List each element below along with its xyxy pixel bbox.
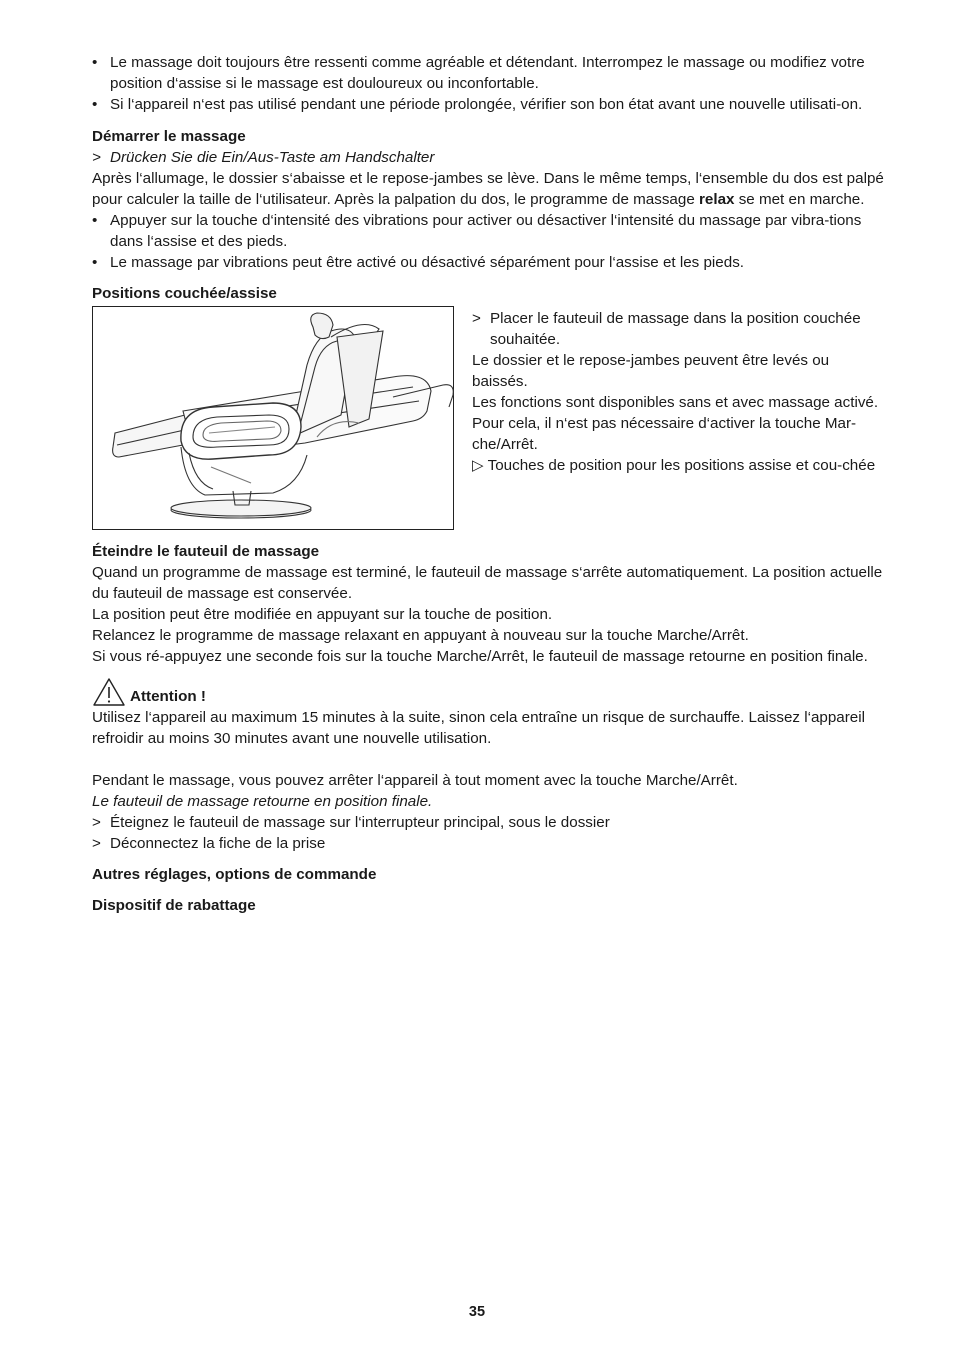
instruction-step xyxy=(92,833,892,854)
step-marker: > xyxy=(472,310,481,327)
warning-triangle-icon xyxy=(92,677,126,707)
section-heading-more: Autres réglages, options de commande xyxy=(92,866,377,883)
step-text: Placer le fauteuil de massage dans la position couchée souhaitée. xyxy=(490,310,861,348)
step-text: Éteignez le fauteuil de massage sur l‘interrupteur principal, sous le dossier xyxy=(110,814,610,831)
attention-text: Utilisez l‘appareil au maximum 15 minutes à la suite, sinon cela entraîne un risque de surchauffe. Laissez l‘appareil refroidir au moins 30 minutes avant une nouvelle utilisation. xyxy=(92,709,866,747)
start-bullet: • Le massage par vibrations peut être activé ou désactivé séparément pour l‘assise et les pieds. xyxy=(92,252,892,273)
attention-heading-row xyxy=(92,677,892,707)
instruction-step xyxy=(92,812,892,833)
step-marker: > xyxy=(92,835,101,852)
result-text: Touches de position pour les positions assise et cou-chée xyxy=(487,457,876,474)
step-marker: > xyxy=(92,149,101,166)
intro-bullet: • Si l‘appareil n‘est pas utilisé pendant une période prolongée, vérifier son bon état avant une nouvelle utilisati-on. xyxy=(92,94,892,115)
instruction-step xyxy=(92,147,892,168)
off-line: Relancez le programme de massage relaxant en appuyant à nouveau sur la touche Marche/Arrêt. xyxy=(92,627,749,644)
document-page xyxy=(92,52,892,916)
section-heading-start: Démarrer le massage xyxy=(92,128,246,145)
paragraph-text: se met en marche. xyxy=(734,191,865,208)
step-text: Déconnectez la fiche de la prise xyxy=(110,835,326,852)
page-number: 35 xyxy=(468,1304,486,1320)
off-line: Quand un programme de massage est terminé, le fauteuil de massage s‘arrête automatiquement. La position actuelle du fauteuil de massage est conservée. xyxy=(92,564,883,602)
stop-italic: Le fauteuil de massage retourne en position finale. xyxy=(92,793,433,810)
attention-heading: Attention ! xyxy=(130,688,206,705)
stop-text: Pendant le massage, vous pouvez arrêter l‘appareil à tout moment avec la touche Marche/Arrêt. xyxy=(92,772,738,789)
instruction-step xyxy=(472,308,882,350)
off-line: Si vous ré-appuyez une seconde fois sur la touche Marche/Arrêt, le fauteuil de massage retourne en position finale. xyxy=(92,648,868,665)
off-line: La position peut être modifiée en appuyant sur la touche de position. xyxy=(92,606,553,623)
positions-line: Les fonctions sont disponibles sans et avec massage activé. xyxy=(472,394,879,411)
step-marker: > xyxy=(92,814,101,831)
section-heading-off: Éteindre le fauteuil de massage xyxy=(92,543,320,560)
section-heading-positions: Positions couchée/assise xyxy=(92,285,277,302)
result-line xyxy=(472,455,882,476)
start-bullet: • Appuyer sur la touche d‘intensité des vibrations pour activer ou désactiver l‘intensité du massage par vibra-tions dans l‘assise et des pieds. xyxy=(92,210,892,252)
positions-text xyxy=(472,308,882,476)
bold-term: relax xyxy=(699,191,735,208)
positions-line: Pour cela, il n‘est pas nécessaire d‘activer la touche Mar-che/Arrêt. xyxy=(472,415,857,453)
intro-bullet: • Le massage doit toujours être ressenti comme agréable et détendant. Interrompez le massage ou modifiez votre position d‘assise si le massage est douloureux ou inconfortable. xyxy=(92,52,892,94)
paragraph-text: Après l‘allumage, le dossier s‘abaisse et le repose-jambes se lève. Dans le même temps, l‘ensemble du dos est palpé pour calculer la taille de l‘utilisateur. Après la palpation du dos, le programme de massage xyxy=(92,170,884,208)
section-heading-folding: Dispositif de rabattage xyxy=(92,897,256,914)
step-text: Drücken Sie die Ein/Aus-Taste am Handschalter xyxy=(110,149,435,166)
start-paragraph xyxy=(92,168,892,210)
result-marker: ▷ xyxy=(472,457,484,474)
positions-line: Le dossier et le repose-jambes peuvent être levés ou baissés. xyxy=(472,352,830,390)
massage-chair-illustration xyxy=(92,306,454,530)
